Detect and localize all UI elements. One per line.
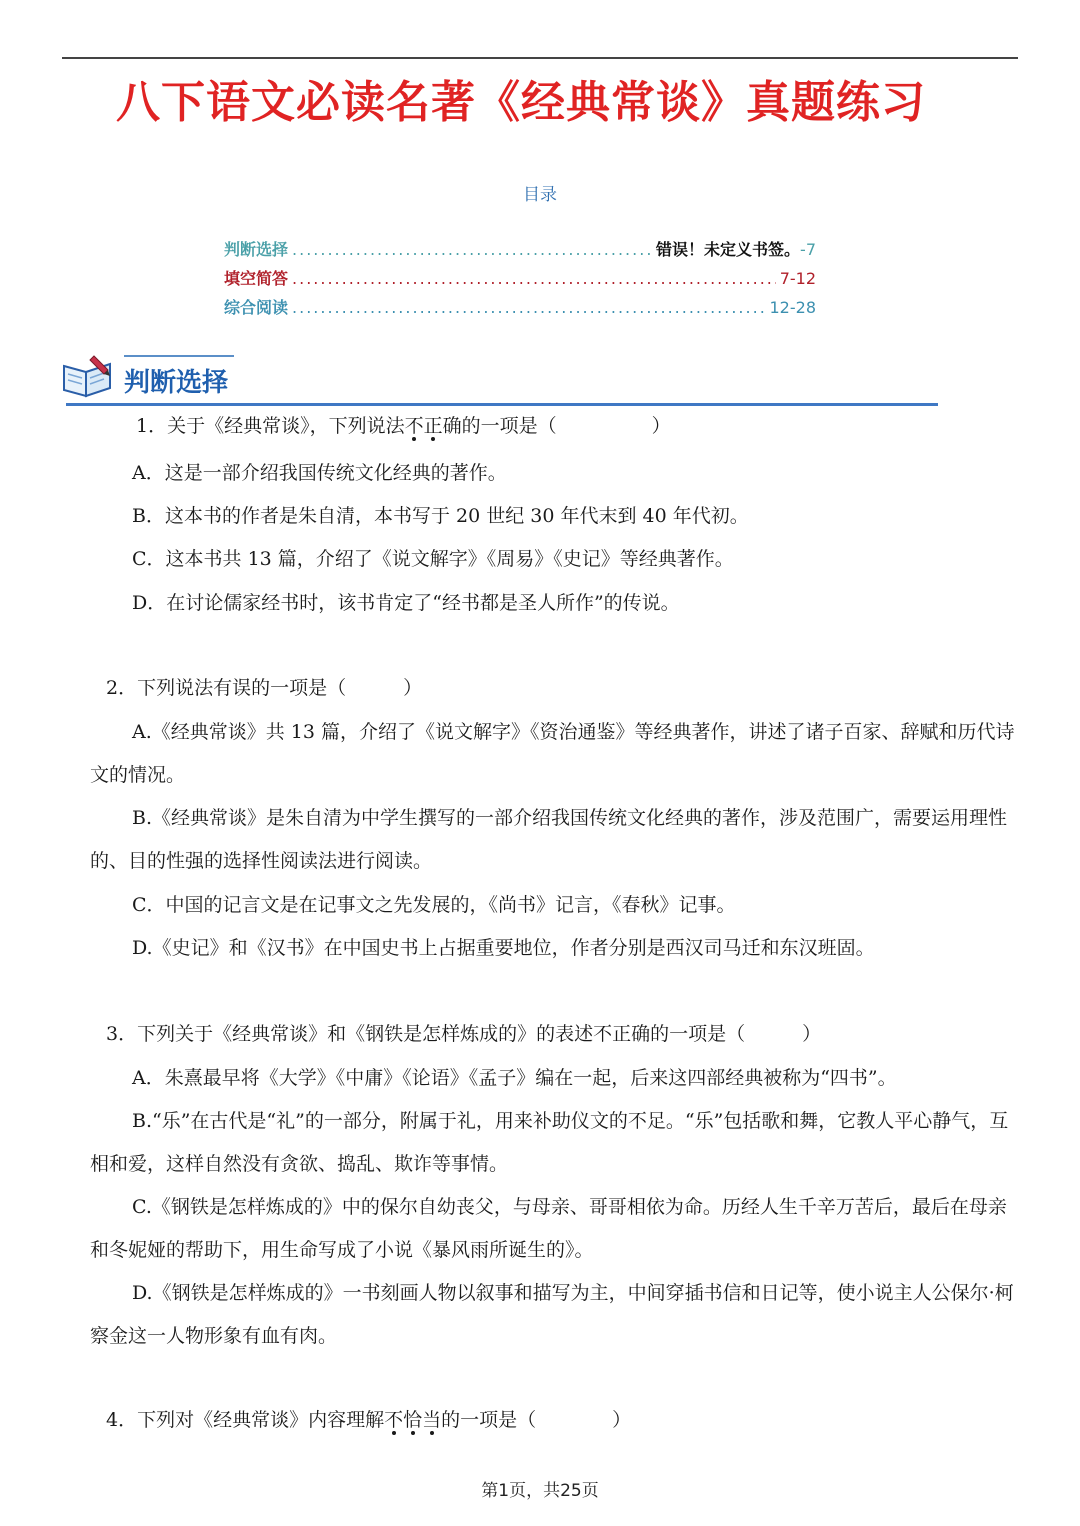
question-2-option-d[interactable]: D.《史记》和《汉书》在中国史书上占据重要地位，作者分别是西汉司马迁和东汉班固。	[132, 937, 875, 959]
emphasis-char: 恰	[403, 1409, 423, 1431]
document-title: 八下语文必读名著《经典常谈》真题练习	[116, 77, 926, 128]
question-2-option-c[interactable]: C．中国的记言文是在记事文之先发展的，《尚书》记言，《春秋》记事。	[132, 894, 736, 916]
question-1-option-a[interactable]: A．这是一部介绍我国传统文化经典的著作。	[132, 462, 507, 484]
question-3-option-d[interactable]: D.《钢铁是怎样炼成的》一书刻画人物以叙事和描写为主，中间穿插书信和日记等，使小说主人公保尔·柯察金这一人物形象有血有肉。	[90, 1282, 1014, 1347]
toc-leader-dots	[292, 240, 652, 259]
toc-item-3[interactable]	[224, 295, 816, 319]
toc-error-text: 错误！未定义书签。	[656, 240, 801, 259]
question-3-option-c[interactable]: C.《钢铁是怎样炼成的》中的保尔自幼丧父，与母亲、哥哥相依为命。历经人生千辛万苦后，最后在母亲和冬妮娅的帮助下，用生命写成了小说《暴风雨所诞生的》。	[90, 1196, 1007, 1261]
question-1-stem	[136, 412, 671, 440]
question-2-option-b[interactable]: B.《经典常谈》是朱自清为中学生撰写的一部介绍我国传统文化经典的著作，涉及范围广，需要运用理性的、目的性强的选择性阅读法进行阅读。	[90, 807, 1008, 872]
page-footer: 第1页，共25页	[481, 1481, 599, 1501]
question-3-stem: 3．下列关于《经典常谈》和《钢铁是怎样炼成的》的表述不正确的一项是（ ）	[106, 1023, 822, 1045]
section-title: 判断选择	[124, 368, 229, 398]
stem-text: 的一项是（ ）	[441, 1409, 632, 1431]
toc-item-label: 综合阅读	[224, 298, 289, 317]
toc-item-label: 判断选择	[224, 240, 289, 259]
toc-heading: 目录	[523, 185, 557, 205]
toc-item-1[interactable]	[224, 237, 816, 261]
toc-item-2[interactable]	[224, 266, 816, 290]
emphasis-char: 正	[423, 415, 443, 437]
stem-text: 确的一项是（ ）	[442, 415, 671, 437]
toc-page-number: 12-28	[769, 298, 816, 317]
question-3-option-b[interactable]: B.“乐”在古代是“礼”的一部分，附属于礼，用来补助仪文的不足。“乐”包括歌和舞，它教人平心静气，互相和爱，这样自然没有贪欲、捣乱、欺诈等事情。	[90, 1110, 1009, 1175]
emphasis-char: 不	[404, 415, 424, 437]
toc-item-page	[656, 237, 816, 260]
question-2-stem: 2．下列说法有误的一项是（ ）	[106, 677, 423, 699]
section-top-line	[124, 355, 234, 357]
toc-item-label: 填空简答	[224, 269, 289, 288]
question-1-option-c[interactable]: C．这本书共 13 篇，介绍了《说文解字》《周易》《史记》等经典著作。	[132, 548, 734, 570]
question-2-option-a[interactable]: A.《经典常谈》共 13 篇，介绍了《说文解字》《资治通鉴》等经典著作，讲述了诸子百家、辞赋和历代诗文的情况。	[90, 721, 1015, 786]
toc-leader-dots	[292, 298, 765, 317]
toc-leader-dots	[292, 269, 776, 288]
emphasis-char: 当	[422, 1409, 442, 1431]
question-1-option-b[interactable]: B．这本书的作者是朱自清，本书写于 20 世纪 30 年代末到 40 年代初。	[132, 505, 749, 527]
toc-page-number: -7	[800, 240, 816, 259]
open-book-pen-icon	[60, 352, 116, 400]
question-3-option-a[interactable]: A．朱熹最早将《大学》《中庸》《论语》《孟子》编在一起，后来这四部经典被称为“四书”。	[132, 1067, 897, 1089]
stem-text: 4．下列对《经典常谈》内容理解	[106, 1409, 385, 1431]
emphasis-char: 不	[384, 1409, 404, 1431]
question-1-option-d[interactable]: D．在讨论儒家经书时，该书肯定了“经书都是圣人所作”的传说。	[132, 592, 680, 614]
top-rule	[62, 57, 1018, 59]
stem-text: 1．关于《经典常谈》，下列说法	[136, 415, 405, 437]
toc-page-number: 7-12	[779, 269, 816, 288]
question-4-stem	[106, 1406, 631, 1434]
section-underline	[66, 403, 938, 406]
